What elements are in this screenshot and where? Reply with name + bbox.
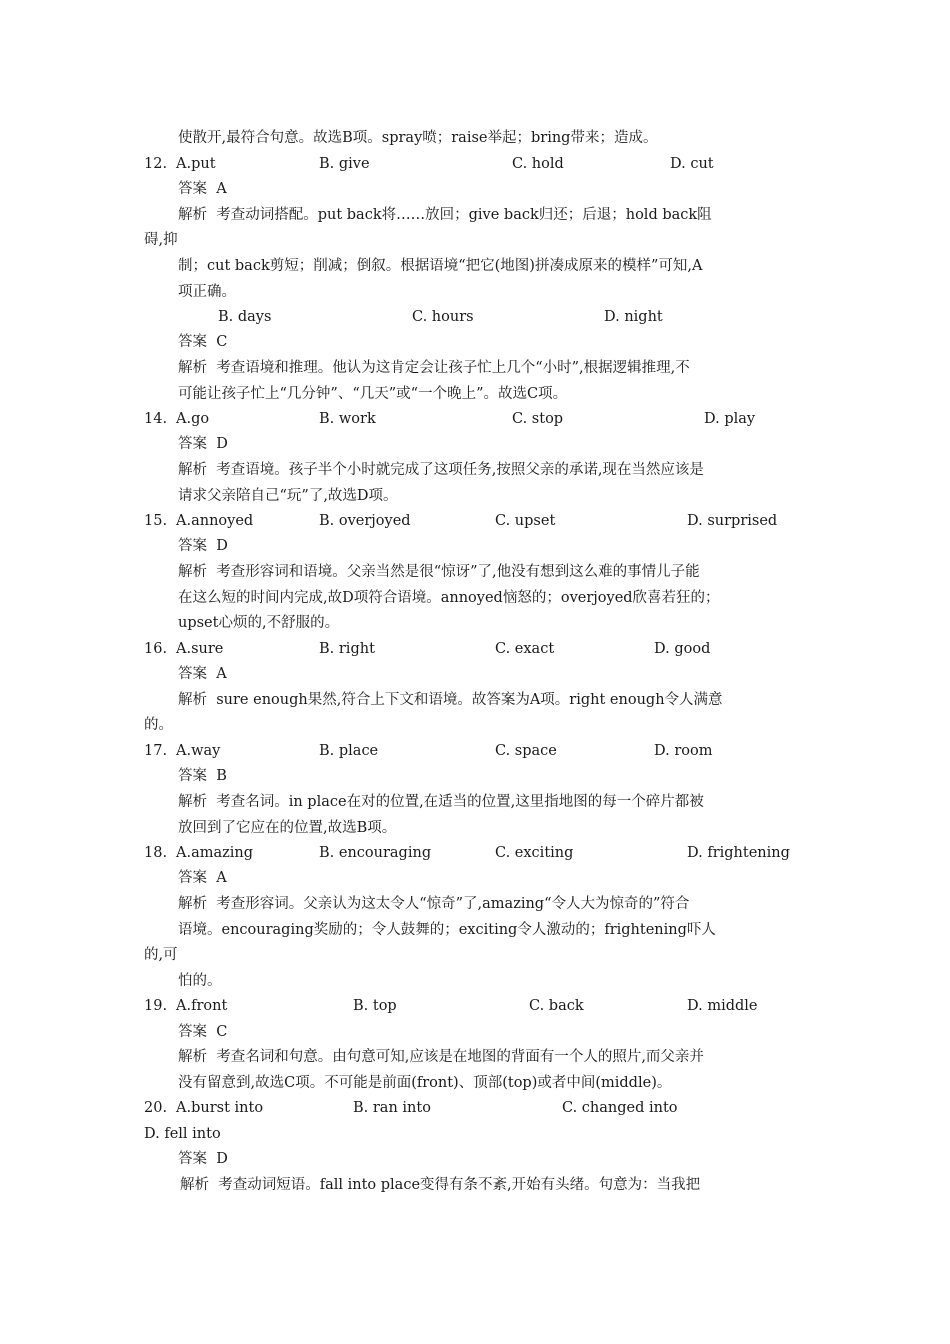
- explanation-line: 没有留意到,故选C项。不可能是前面(front)、顶部(top)或者中间(middle)。: [178, 1075, 672, 1091]
- option-c: C. exact: [495, 641, 555, 657]
- explanation-line: 语境。encouraging奖励的；令人鼓舞的；exciting令人激动的；frightening吓人: [178, 922, 716, 938]
- explanation-line: 解析 考查名词。in place在对的位置,在适当的位置,这里指地图的每一个碎片都被: [178, 794, 704, 810]
- answer-line: 答案 D: [178, 1151, 228, 1167]
- explanation-line: 请求父亲陪自己“玩”了,故选D项。: [178, 488, 398, 504]
- explanation-line: upset心烦的,不舒服的。: [178, 615, 340, 631]
- option-c: C. space: [495, 743, 557, 759]
- option-a: A.put: [176, 156, 216, 172]
- explanation-line: 的,可: [144, 947, 178, 963]
- answer-line: 答案 A: [178, 870, 227, 886]
- option-d: D. cut: [670, 156, 714, 172]
- question-number: 15.: [144, 513, 168, 529]
- option-b: B. days: [218, 309, 272, 325]
- explanation-line: 项正确。: [178, 284, 236, 300]
- explanation-line: 解析 考查语境。孩子半个小时就完成了这项任务,按照父亲的承诺,现在当然应该是: [178, 462, 704, 478]
- option-d: D. surprised: [687, 513, 778, 529]
- question-number: 20.: [144, 1100, 168, 1116]
- option-d: D. room: [654, 743, 713, 759]
- option-c: C. changed into: [562, 1100, 678, 1116]
- explanation-line: 解析 考查名词和句意。由句意可知,应该是在地图的背面有一个人的照片,而父亲并: [178, 1049, 704, 1065]
- answer-line: 答案 D: [178, 538, 228, 554]
- explanation-line: 制；cut back剪短；削减；倒叙。根据语境“把它(地图)拼凑成原来的模样”可知,A: [178, 258, 703, 274]
- option-d: D. good: [654, 641, 711, 657]
- question-number: 14.: [144, 411, 168, 427]
- option-d: D. fell into: [144, 1126, 221, 1142]
- option-b: B. place: [319, 743, 379, 759]
- option-a: A.burst into: [176, 1100, 264, 1116]
- explanation-line: 解析 考查形容词。父亲认为这太令人“惊奇”了,amazing“令人大为惊奇的”符合: [178, 896, 690, 912]
- question-number: 17.: [144, 743, 168, 759]
- answer-line: 答案 C: [178, 334, 228, 350]
- option-b: B. work: [319, 411, 376, 427]
- option-b: B. right: [319, 641, 375, 657]
- option-c: C. stop: [512, 411, 564, 427]
- option-c: C. hours: [412, 309, 474, 325]
- question-number: 16.: [144, 641, 168, 657]
- option-c: C. exciting: [495, 845, 574, 861]
- explanation-line: 解析 考查形容词和语境。父亲当然是很“惊讶”了,他没有想到这么难的事情儿子能: [178, 564, 700, 580]
- option-a: A.way: [176, 743, 221, 759]
- question-number: 19.: [144, 998, 168, 1014]
- explanation-line: 怕的。: [178, 973, 222, 989]
- option-a: A.sure: [176, 641, 224, 657]
- explanation-line: 放回到了它应在的位置,故选B项。: [178, 820, 397, 836]
- option-c: C. hold: [512, 156, 564, 172]
- question-number: 18.: [144, 845, 168, 861]
- explanation-line: 碍,抑: [144, 232, 178, 248]
- explanation-line: 解析 考查语境和推理。他认为这肯定会让孩子忙上几个“小时”,根据逻辑推理,不: [178, 360, 690, 376]
- option-a: A.front: [176, 998, 228, 1014]
- answer-line: 答案 D: [178, 436, 228, 452]
- answer-line: 答案 A: [178, 666, 227, 682]
- option-a: A.annoyed: [176, 513, 254, 529]
- option-b: B. encouraging: [319, 845, 432, 861]
- explanation-line: 解析 sure enough果然,符合上下文和语境。故答案为A项。right enough令人满意: [178, 692, 723, 708]
- option-d: D. play: [704, 411, 756, 427]
- answer-line: 答案 B: [178, 768, 227, 784]
- explanation-line: 解析 考查动词搭配。put back将……放回；give back归还；后退；hold back阻: [178, 207, 712, 223]
- option-d: D. night: [604, 309, 663, 325]
- option-d: D. frightening: [687, 845, 790, 861]
- answer-line: 答案 A: [178, 181, 227, 197]
- option-b: B. give: [319, 156, 370, 172]
- option-d: D. middle: [687, 998, 758, 1014]
- explanation-line: 解析 考查动词短语。fall into place变得有条不紊,开始有头绪。句意为：当我把: [180, 1177, 701, 1193]
- option-b: B. top: [353, 998, 397, 1014]
- option-a: A.amazing: [176, 845, 254, 861]
- option-c: C. upset: [495, 513, 556, 529]
- answer-line: 答案 C: [178, 1024, 228, 1040]
- text-line: 使散开,最符合句意。故选B项。spray喷；raise举起；bring带来；造成。: [178, 130, 658, 146]
- explanation-line: 的。: [144, 717, 173, 733]
- option-b: B. ran into: [353, 1100, 431, 1116]
- explanation-line: 可能让孩子忙上“几分钟”、“几天”或“一个晚上”。故选C项。: [178, 386, 568, 402]
- option-a: A.go: [176, 411, 210, 427]
- explanation-line: 在这么短的时间内完成,故D项符合语境。annoyed恼怒的；overjoyed欣喜若狂的；: [178, 590, 720, 606]
- option-b: B. overjoyed: [319, 513, 411, 529]
- option-c: C. back: [529, 998, 584, 1014]
- question-number: 12.: [144, 156, 168, 172]
